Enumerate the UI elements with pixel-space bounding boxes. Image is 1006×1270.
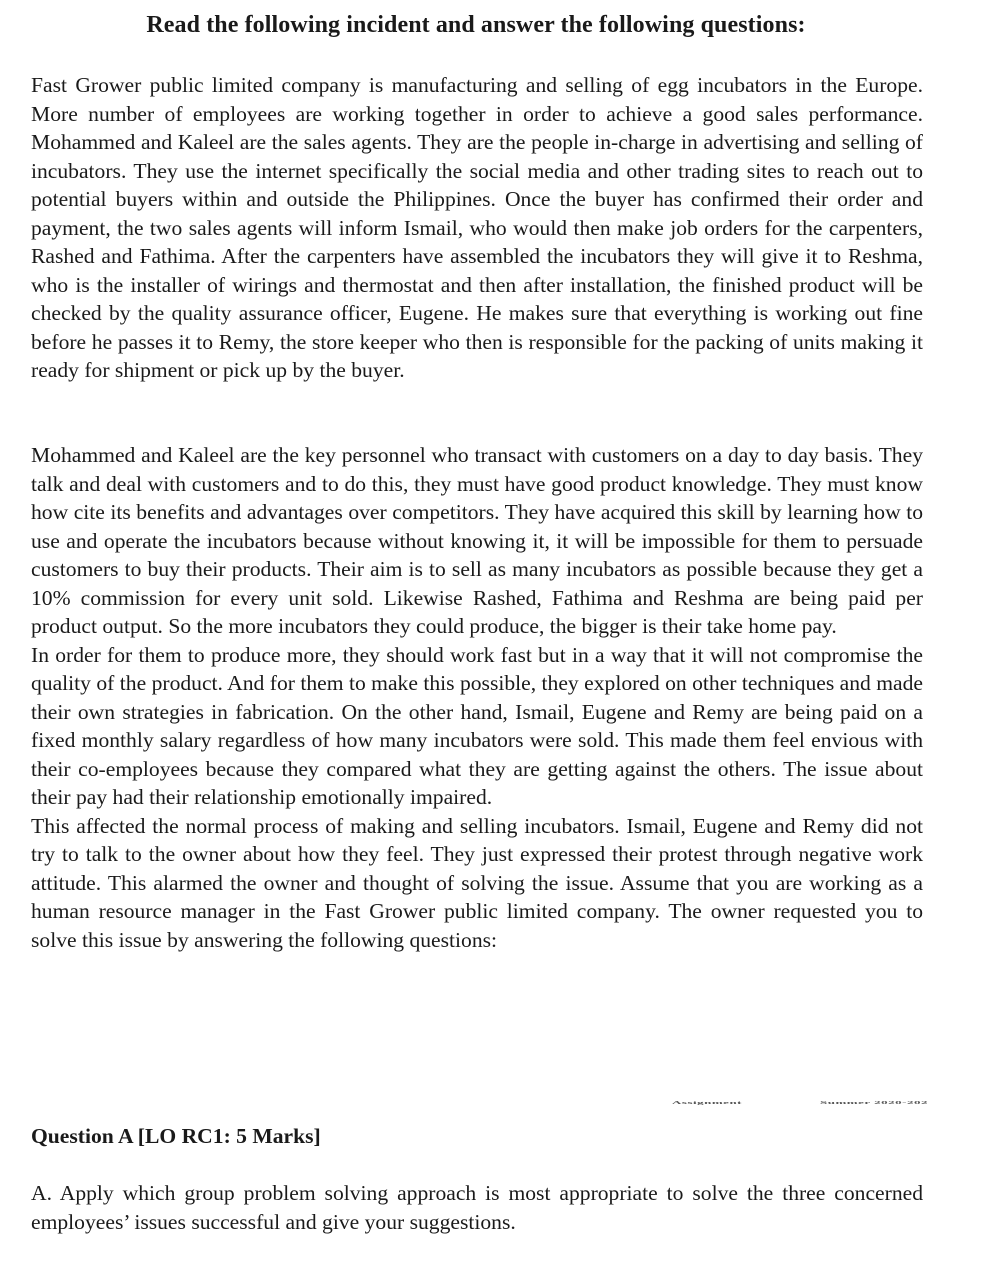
incident-body-block xyxy=(31,441,923,954)
question-body: A. Apply which group problem solving approach is most appropriate to solve the three concerned employees’ issues successful and give your suggestions. xyxy=(31,1181,923,1234)
question-title: Question A [LO RC1: 5 Marks] xyxy=(31,1124,321,1148)
incident-paragraph-3: In order for them to produce more, they should work fast but in a way that it will not compromise the quality of the product. And for them to make this possible, they explored on other techniques and made their own strategies in fabrication. On the other hand, Ismail, Eugene and Remy are being paid on a fixed monthly salary regardless of how many incubators were sold. This made them feel envious with their co-employees because they compared what they are getting against the others. The issue about their pay had their relationship emotionally impaired. xyxy=(31,642,923,809)
faint-header-right: Summer 2020-202 xyxy=(820,1100,929,1106)
incident-paragraph-2: Mohammed and Kaleel are the key personnel who transact with customers on a day to day basis. They talk and deal with customers and to do this, they must have good product knowledge. They must know how cite its benefits and advantages over competitors. They have acquired this skill by learning how to use and operate the incubators because without knowing it, it will be impossible for them to persuade customers to buy their products. Their aim is to sell as many incubators as possible because they get a 10% commission for every unit sold. Likewise Rashed, Fathima and Reshma are being paid per product output. So the more incubators they could produce, the bigger is their take home pay. xyxy=(31,443,923,638)
incident-paragraph-4: This affected the normal process of making and selling incubators. Ismail, Eugene and Remy did not try to talk to the owner about how they feel. They just expressed their protest through negative work attitude. This alarmed the owner and thought of solving the issue. Assume that you are working as a human resource manager in the Fast Grower public limited company. The owner requested you to solve this issue by answering the following questions: xyxy=(31,813,923,952)
document-heading: Read the following incident and answer the following questions: xyxy=(146,12,806,38)
faint-header-left: Assignment xyxy=(672,1100,743,1106)
incident-paragraph-1: Fast Grower public limited company is manufacturing and selling of egg incubators in the Europe. More number of employees are working together in order to achieve a good sales performance. Mohammed and Kaleel are the sales agents. They are the people in-charge in advertising and selling of incubators. They use the internet specifically the social media and other trading sites to reach out to potential buyers within and outside the Philippines. Once the buyer has confirmed their order and payment, the two sales agents will inform Ismail, who would then make job orders for the carpenters, Rashed and Fathima. After the carpenters have assembled the incubators they will give it to Reshma, who is the installer of wirings and thermostat and then after installation, the finished product will be checked by the quality assurance officer, Eugene. He makes sure that everything is working out fine before he passes it to Remy, the store keeper who then is responsible for the packing of units making it ready for shipment or pick up by the buyer. xyxy=(31,73,923,382)
